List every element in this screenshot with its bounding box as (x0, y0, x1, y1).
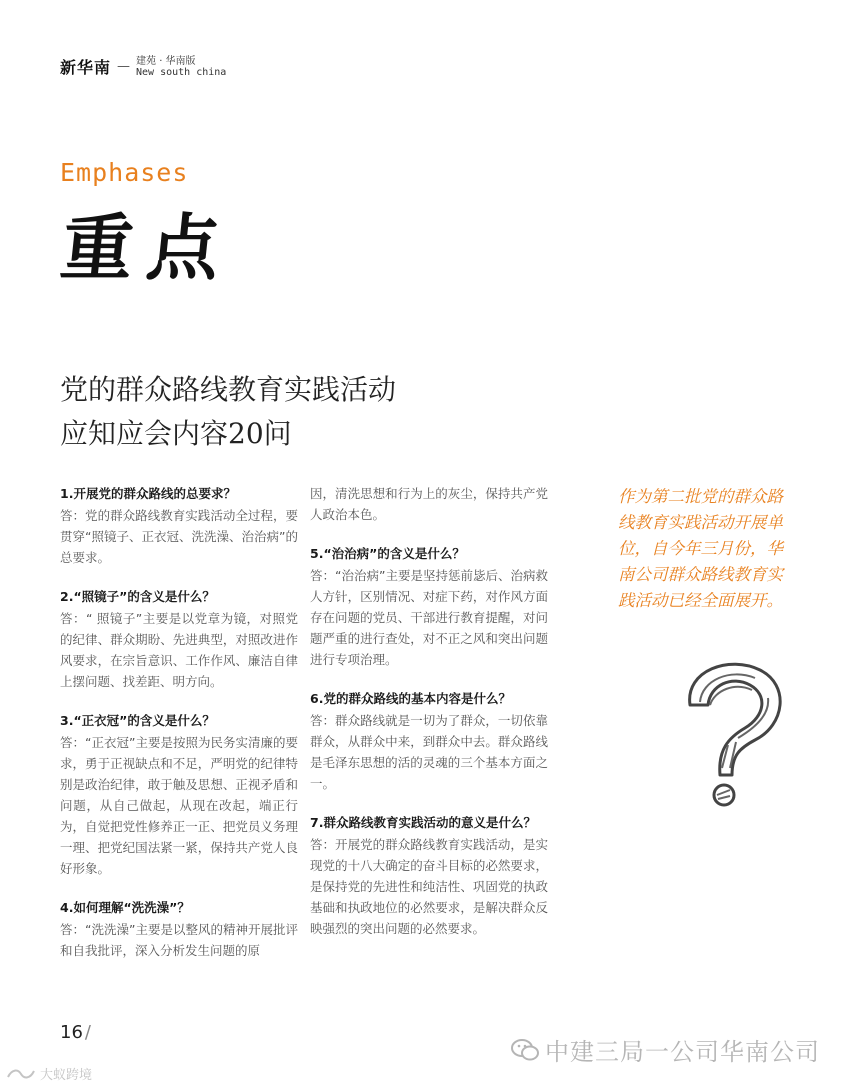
qa-column-1 (60, 483, 298, 979)
question: 1.开展党的群众路线的总要求？ (60, 486, 236, 501)
qa-item (60, 586, 298, 692)
qa-item (310, 812, 548, 939)
answer-continuation (310, 483, 548, 525)
qa-column-2 (310, 483, 548, 957)
qa-item (60, 897, 298, 961)
section-english-title: Emphases (60, 158, 189, 187)
answer: 答：“ 照镜子”主要是以党章为镜，对照党的纪律、群众期盼、先进典型，对照改进作风要求，在宗旨意识、工作作风、廉洁自律上摆问题、找差距、明方向。 (60, 611, 298, 689)
article-title (60, 368, 396, 456)
article-title-line2: 应知应会内容20问 (60, 417, 292, 450)
question-mark-icon (660, 650, 800, 810)
brand-header (60, 55, 226, 78)
article-title-line1: 党的群众路线教育实践活动 (60, 373, 397, 406)
question: 3.“正衣冠”的含义是什么？ (60, 713, 215, 728)
page-number-slash: / (84, 1022, 91, 1043)
brand-edition: 建苑 · 华南版 (136, 55, 196, 67)
corner-watermark (6, 1064, 92, 1083)
watermark-text: 中建三局一公司华南公司 (545, 1038, 820, 1066)
page-number (60, 1022, 91, 1043)
wechat-watermark (511, 1032, 820, 1067)
pull-quote: 作为第二批党的群众路线教育实践活动开展单位，自今年三月份，华南公司群众路线教育实践活动已经全面展开。 (618, 487, 783, 610)
answer: 答：开展党的群众路线教育实践活动，是实现党的十八大确定的奋斗目标的必然要求，是保持党的先进性和纯洁性、巩固党的执政基础和执政地位的必然要求，是解决群众反映强烈的突出问题的必然要求。 (310, 837, 548, 936)
brand-dash: — (117, 59, 131, 74)
logo-icon (6, 1067, 36, 1081)
answer: 答：群众路线就是一切为了群众，一切依靠群众，从群众中来，到群众中去。群众路线是毛泽东思想的活的灵魂的三个基本方面之一。 (310, 713, 548, 791)
qa-item (310, 543, 548, 670)
question: 5.“治治病”的含义是什么？ (310, 546, 465, 561)
corner-watermark-text: 大蚁跨境 (40, 1068, 93, 1083)
question: 2.“照镜子”的含义是什么？ (60, 589, 215, 604)
qa-item (60, 710, 298, 879)
brand-name: 新华南 (60, 58, 112, 77)
answer: 答：“洗洗澡”主要是以整风的精神开展批评和自我批评，深入分析发生问题的原 (60, 922, 298, 958)
qa-item (310, 688, 548, 794)
answer: 答：党的群众路线教育实践活动全过程，要贯穿“照镜子、正衣冠、洗洗澡、治治病”的总要求。 (60, 508, 298, 565)
section-chinese-title: 重点 (56, 205, 238, 290)
brand-subtitle (136, 56, 226, 78)
question: 7.群众路线教育实践活动的意义是什么？ (310, 815, 536, 830)
page-number-value: 16 (60, 1022, 83, 1043)
qa-item (60, 483, 298, 568)
answer: 答：“正衣冠”主要是按照为民务实清廉的要求，勇于正视缺点和不足，严明党的纪律特别是政治纪律，敢于触及思想、正视矛盾和问题，从自己做起，从现在改起，端正行为，自觉把党性修养正一正、把党员义务理一理、把党纪国法紧一紧，保持共产党人良好形象。 (60, 735, 298, 876)
question: 6.党的群众路线的基本内容是什么？ (310, 691, 511, 706)
answer: 因，清洗思想和行为上的灰尘，保持共产党人政治本色。 (310, 486, 548, 522)
brand-english: New south china (136, 66, 227, 78)
question: 4.如何理解“洗洗澡”？ (60, 900, 190, 915)
answer: 答：“治治病”主要是坚持惩前毖后、治病救人方针，区别情况、对症下药，对作风方面存在问题的党员、干部进行教育提醒，对问题严重的进行查处，对不正之风和突出问题进行专项治理。 (310, 568, 548, 667)
wechat-icon (511, 1038, 539, 1062)
